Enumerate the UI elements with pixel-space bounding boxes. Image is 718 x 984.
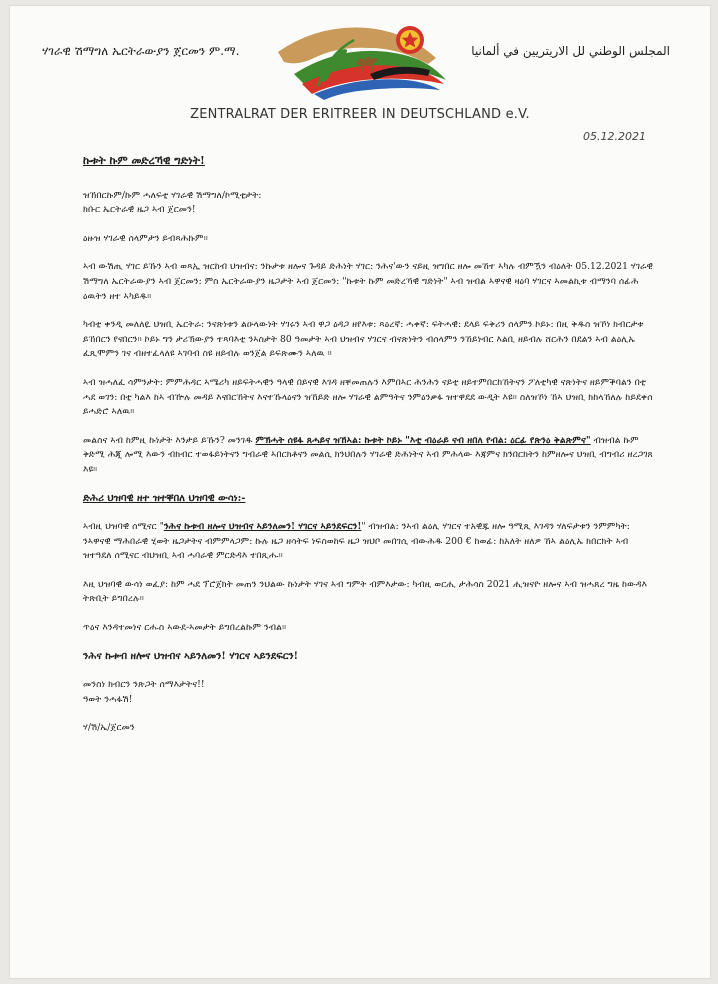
tigrinya-org-name: ሃገራዊ ሽማግለ ኤርትራውያን ጀርመን ም.ማ. <box>42 44 240 58</box>
letter-body <box>83 154 653 736</box>
paragraph <box>83 434 653 478</box>
organization-name: ZENTRALRAT DER ERITREER IN DEUTSCHLAND e.V. <box>190 107 530 122</box>
salutation-line: ክቡር ኤርትራዊ ዜጋ ኣብ ጀርመን! <box>83 204 196 216</box>
paragraph-text: መልስና ኣብ ከምዚ ኩነታት እንታይ ይኹን? መንገዱ <box>83 434 256 446</box>
paragraph: ካብቲ ቀንዲ መለለዪ ህዝቢ ኤርትራ: ንናጽነቱን ልዑላውነት ሃገሩን ኣብ ዋጋ ዕዳጋ ዘየእቱ: ጻዕረኛ: ሓቀኛ: ፍትሓዊ: ደላይ ፍቅሪን ሰላምን ኮይኑ: በዚ ቅዱስ ዝኾነ ክብርታቱ ይኸበርን የናበርን። ኮይኑ ግን ታሪኽውያን ተጻባእቲ ንኣስታት 80 ዓመታት ኣብ ህዝብና ሃገርና ብናጽነትን ብሰላምን ንኸይነብር እልቢ ዘይብሉ ሸርሕን በደልን ኣብ ልዕሊኡ ፈጺሞምን ገና ብዘተፈላለዩ ኣገባብ ስዩ ዘይብሉ ወንጀል ይፍጽሙን ኣለዉ ። <box>83 319 644 360</box>
paragraph-emphasis: ንሕና ኩቱብ ዘሎና ህዝብና ኣይንለመን! ሃገርና ኣይንደፍርን! <box>163 521 362 533</box>
emblem-logo-icon <box>258 14 458 102</box>
arabic-org-name: المجلس الوطني لل الاريتريين في ألمانيا <box>471 44 670 58</box>
paragraph-text: " ብዝብል: ንኣብ ልዕሊ ሃገርና ተአዊጁ ዘሎ ዓሚጺ እገዳን ሃለፍታቱን ንምምካት: ንኣዋናዊ ማሕበራዊ ሂወት ዜጋታትና ብምምላጋም: ኩሉ ዜጋ ዘሳትፍ ነፍስወከፍ ዜጋ ዝህቦ መበገሲ ብውሕዱ 200 € ከወፊ: ከአለት ዘለዎ ኸኣ ልዕሊኡ ክበርክት ኣብ ዝተዓደለ ሰሚናር ብህዝቢ ኣብ ሓባራዊ ምርድዳእ ተበጺሑ። <box>83 521 630 562</box>
subheading: ድሕሪ ህዝባዊ ዘተ ዝተቐበለ ህዝባዊ ውሳነ:- <box>83 492 246 504</box>
paragraph <box>83 520 653 564</box>
paragraph: እዚ ህዝባዊ ውሳነ ወፈያ: ከም ሓደ ፕሮጀክት መጠን ንህልው ኩነታት ሃገና ኣብ ግምት ብምእታው: ካብዚ ወርሒ ታሕሳስ 2021 ሒዝናዮ ዘሎና ኣብ ዝሓጸረ ግዜ ከውዳእ ትጽቢት ይግበረሉ። <box>83 578 648 605</box>
paragraph: ኣብ ዝሓለፈ ሳምንታት: ምምሕዳር ኣሜሪካ ዘይፍትሓዊን ዓላዊ በይናዊ እገዳ ዘቐመጠሉን እምበኣር ሕንሕን ናይቲ ዘይተምበርከኸትናን ፖለቲካዊ ናጽነትና ዘይምቕባልን በቲ ሓደ ወገን: በቲ ካልእ ከኣ ብዅሉ መዳይ እናበርኸትና እናተኹላዕናን ዝኸይድ ዘሎ ሃገራዊ ልምዓትና ንምዕንቃፋ ዝተዋደደ ውዲት እዩ። ስለዝኾነ ኸኣ ህዝቢ ክከላኸለሉ ከይደቀሰ ይሓድሮ ኣለዉ። <box>83 376 653 418</box>
signature: ሃ/ሽ/ኤ/ጀርመን <box>83 722 135 734</box>
paragraph-text: ብዝብል ኩም ቅድሚ ሕጂ ሎሚ እውን ብክብር ተወፋይነትናን ግብራዊ ኣበርክቶናን መልሲ ክንህበሉን ሃገራዊ ድሕነትና ኣብ ምሕላው እጃምና ክንበርክትን ከምዘሎና ህዝቢ ብግብሪ ዘረጋገጸ እዩ። <box>83 434 653 475</box>
greeting: ዕዙዝ ሃገራዊ ሰላምታን ይብጻሕኩም። <box>83 232 208 244</box>
paragraph: ኣብ ውሽጢ ሃገር ይኹን ኣብ ወጻኢ ዝርከብ ህዝብና: ንኩታቱ ዘሎና ጉዳይ ድሕነት ሃገር: ንሕና'ውን ናይዚ ዝግበር ዘሎ መኸተ ኣካሉ ብምዃን ብዕለት 05.12.2021 ሃገራዊ ሽማግለ ኤርትራውያን ኣብ ጀርመን: ምስ ኤርትራውያን ዜጋታት ኣብ ጀርመን: "ኩቱት ኩም መድረኻዊ ግድነት" ኣብ ዝብል ኣዋናዊ ዛዕባ ሃገርና ኣመልኪቱ ብማንባ ሰፊሕ ዕዉትን ዘተ ኣካይዱ። <box>83 261 653 302</box>
letter-date: 05.12.2021 <box>583 130 646 143</box>
closing-line: መንስነ ክብርን ንጽጋት ሰማእታትና!! <box>83 679 205 691</box>
paragraph-emphasis: ምኽሓት ሰዩፋ ጸሓይና ዝኸኣል: ኩቱት ኮይኑ "እቲ ብዕራይ ናብ ዘበለ የብል: ዕርፊ የጽንዕ ቅልጽምና" <box>255 434 591 446</box>
letter-title: ኩቱት ኩም መድረኻዊ ግድነት! <box>83 154 205 167</box>
paragraph-text: ኣብዚ ህዝባዊ ሰሚናር " <box>83 521 164 533</box>
closing-line: ዓወት ንሓፋሽ! <box>83 693 133 705</box>
salutation-line: ዝኸበርኩም/ኩም ሓለፍቲ ሃገራዊ ሽማግለ/ኮሚቲታት: <box>83 189 262 201</box>
letter-page <box>10 6 710 978</box>
thanks-line: ጥዕና እንዳተመነና ርሑስ ኣውደ-ኣመታት ይግበረልኩም ንብል። <box>83 622 287 634</box>
slogan: ንሕና ኩቱብ ዘሎና ህዝብና ኣይንለመን! ሃገርና ኣይንደፍርን! <box>83 650 299 662</box>
